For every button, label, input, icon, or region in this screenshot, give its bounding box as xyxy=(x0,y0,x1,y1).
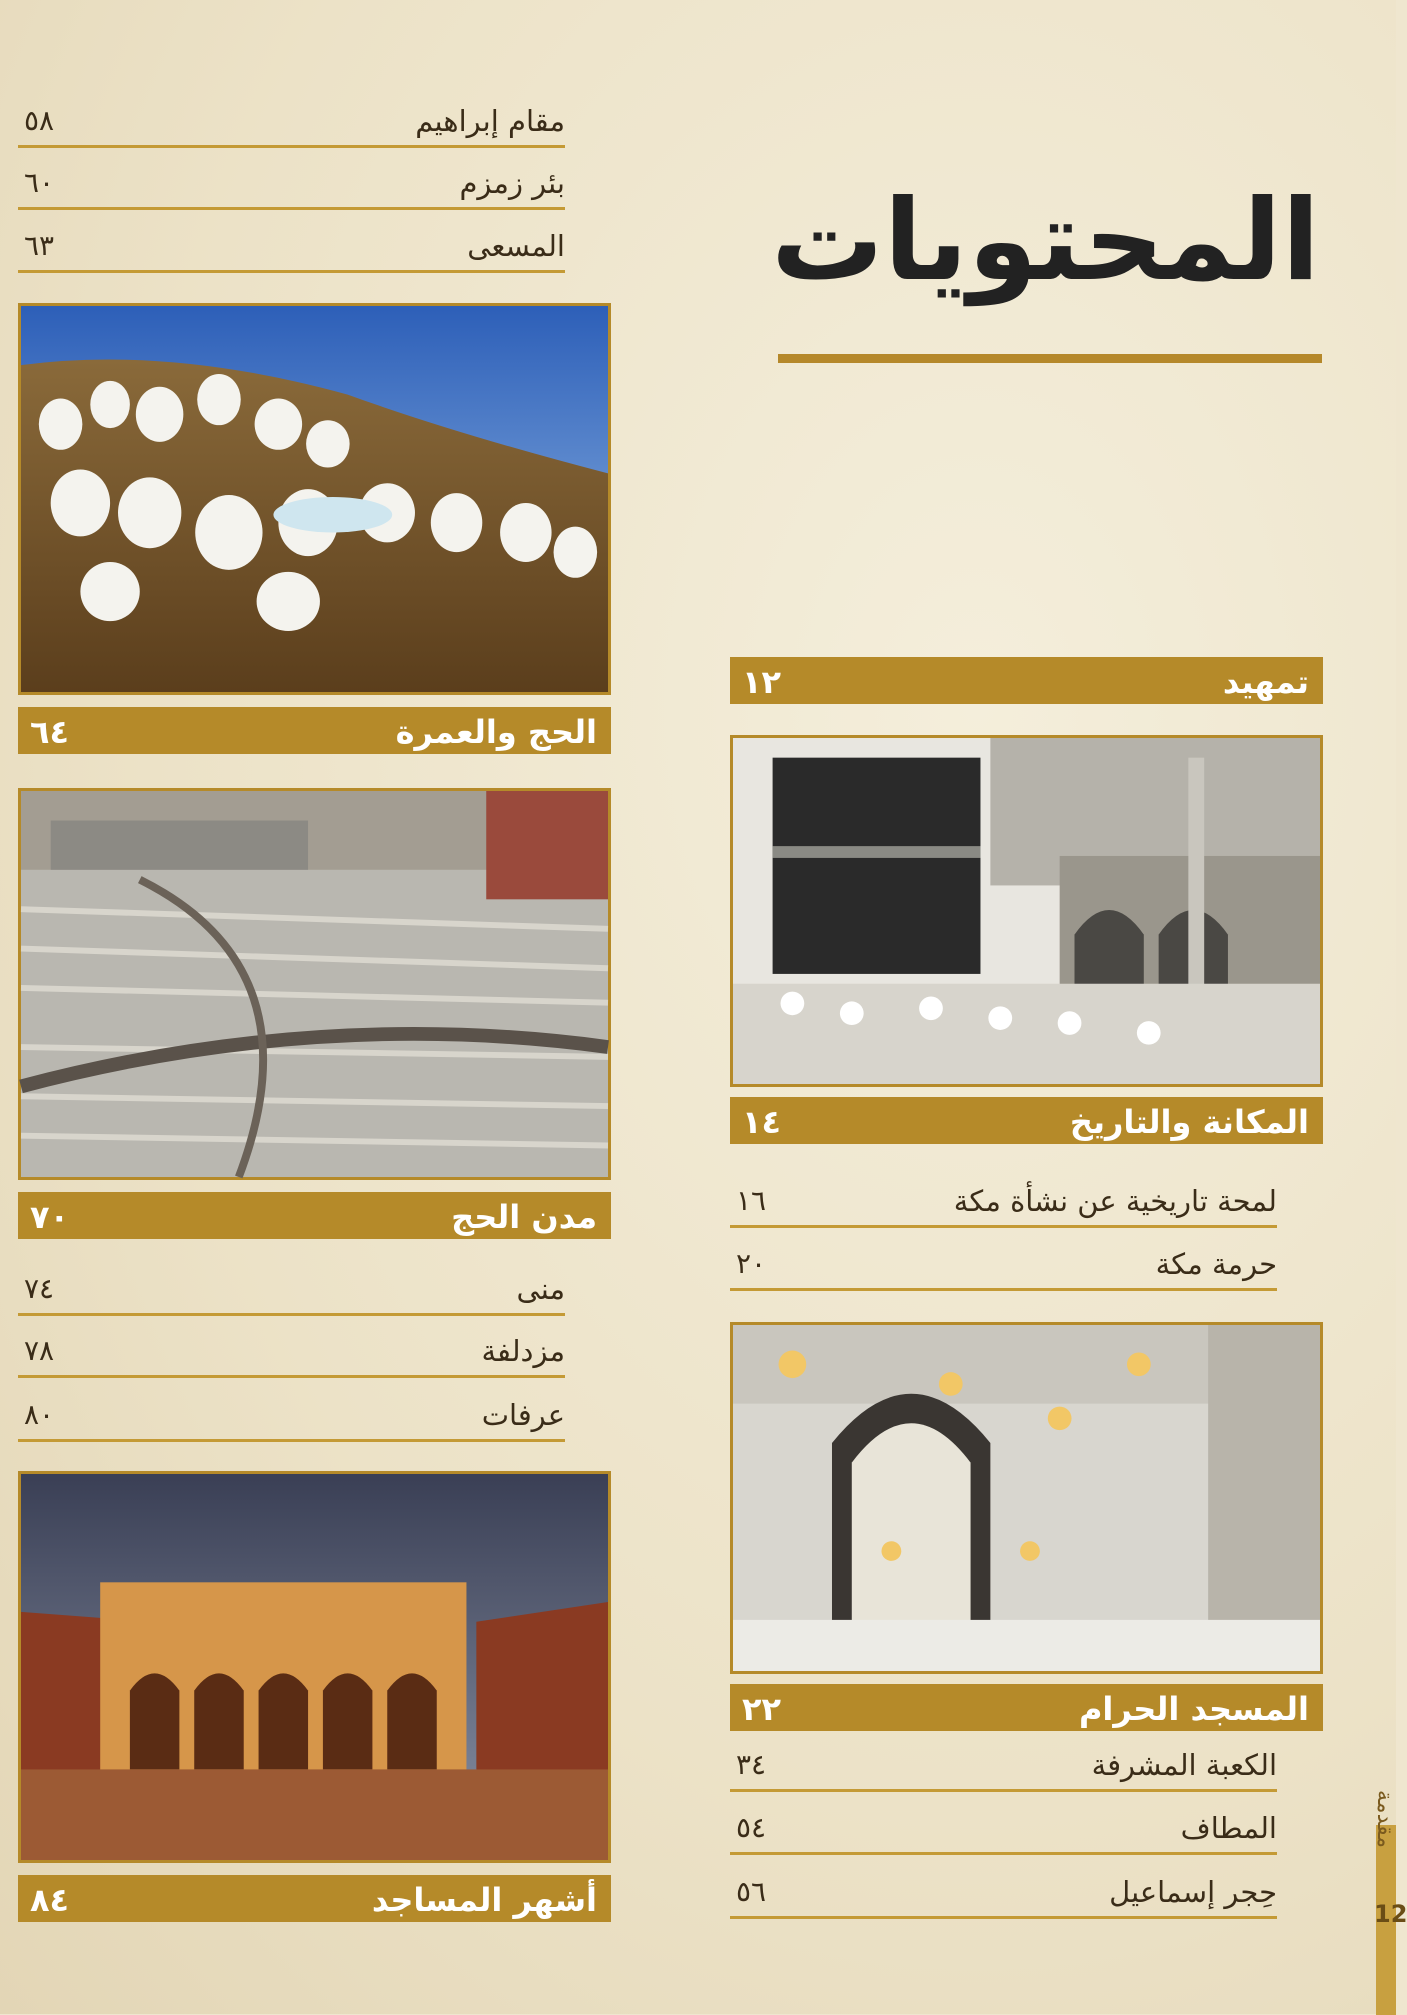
entry-page: ٥٤ xyxy=(736,1811,767,1844)
section-page: ١٤ xyxy=(742,1103,782,1141)
toc-entry[interactable] xyxy=(730,1740,1277,1792)
section-label: المسجد الحرام xyxy=(1078,1690,1309,1728)
entry-rule xyxy=(18,1375,565,1378)
section-bar-haram[interactable] xyxy=(730,1684,1323,1731)
section-bar-history[interactable] xyxy=(730,1097,1323,1144)
entry-rule xyxy=(730,1852,1277,1855)
toc-entry[interactable] xyxy=(18,1390,565,1442)
toc-entry[interactable] xyxy=(730,1803,1277,1855)
entry-label: لمحة تاريخية عن نشأة مكة xyxy=(953,1184,1277,1218)
entry-rule xyxy=(730,1225,1277,1228)
entry-page: ٧٤ xyxy=(24,1272,55,1305)
entry-page: ٥٦ xyxy=(736,1875,767,1908)
photo-kaaba-historic xyxy=(730,735,1323,1087)
entry-page: ١٦ xyxy=(736,1184,767,1217)
entry-rule xyxy=(730,1916,1277,1919)
toc-entry[interactable] xyxy=(18,1264,565,1316)
section-label: المكانة والتاريخ xyxy=(1069,1103,1309,1141)
entry-label: مزدلفة xyxy=(481,1334,565,1368)
entry-label: مقام إبراهيم xyxy=(415,104,565,138)
entry-rule xyxy=(730,1288,1277,1291)
section-label: تمهيد xyxy=(1222,663,1309,701)
side-section-word: مقدمة xyxy=(1372,1790,1397,1849)
entry-label: المطاف xyxy=(1180,1811,1277,1845)
section-page: ٢٢ xyxy=(742,1690,782,1728)
section-label: مدن الحج xyxy=(451,1198,597,1236)
toc-entry[interactable] xyxy=(730,1176,1277,1228)
section-label: الحج والعمرة xyxy=(395,713,597,751)
photo-haram-interior xyxy=(730,1322,1323,1674)
entry-label: الكعبة المشرفة xyxy=(1091,1748,1277,1782)
entry-rule xyxy=(18,1439,565,1442)
entry-page: ٦٠ xyxy=(24,166,55,199)
entry-page: ٢٠ xyxy=(736,1247,767,1280)
entry-rule xyxy=(18,1313,565,1316)
toc-entry[interactable] xyxy=(18,221,565,273)
toc-entry[interactable] xyxy=(18,1326,565,1378)
toc-entry[interactable] xyxy=(730,1239,1277,1291)
entry-label: حِجر إسماعيل xyxy=(1109,1875,1277,1909)
entry-rule xyxy=(18,270,565,273)
photo-mina-tents xyxy=(18,788,611,1180)
section-bar-hajj-cities[interactable] xyxy=(18,1192,611,1239)
entry-label: منى xyxy=(516,1272,565,1306)
section-page: ٧٠ xyxy=(30,1198,70,1236)
section-page: ٦٤ xyxy=(30,713,70,751)
section-bar-mosques[interactable] xyxy=(18,1875,611,1922)
section-page: ١٢ xyxy=(742,663,782,701)
entry-rule xyxy=(18,207,565,210)
entry-page: ٧٨ xyxy=(24,1334,55,1367)
photo-arafat-pilgrims xyxy=(18,303,611,695)
photo-historic-mosque xyxy=(18,1471,611,1863)
section-label: أشهر المساجد xyxy=(371,1881,597,1919)
entry-page: ٨٠ xyxy=(24,1398,55,1431)
entry-page: ٦٣ xyxy=(24,229,55,262)
entry-rule xyxy=(18,145,565,148)
section-bar-intro[interactable] xyxy=(730,657,1323,704)
entry-label: المسعى xyxy=(467,229,565,263)
page-number: 12 xyxy=(1374,1900,1407,1928)
entry-label: حرمة مكة xyxy=(1155,1247,1277,1281)
section-bar-hajj[interactable] xyxy=(18,707,611,754)
entry-page: ٣٤ xyxy=(736,1748,767,1781)
toc-entry[interactable] xyxy=(730,1867,1277,1919)
entry-page: ٥٨ xyxy=(24,104,55,137)
toc-entry[interactable] xyxy=(18,158,565,210)
toc-entry[interactable] xyxy=(18,96,565,148)
page-title: المحتويات xyxy=(771,176,1320,306)
section-page: ٨٤ xyxy=(30,1881,70,1919)
entry-label: بئر زمزم xyxy=(459,166,565,200)
entry-rule xyxy=(730,1789,1277,1792)
entry-label: عرفات xyxy=(481,1398,565,1432)
title-underline xyxy=(778,354,1322,363)
